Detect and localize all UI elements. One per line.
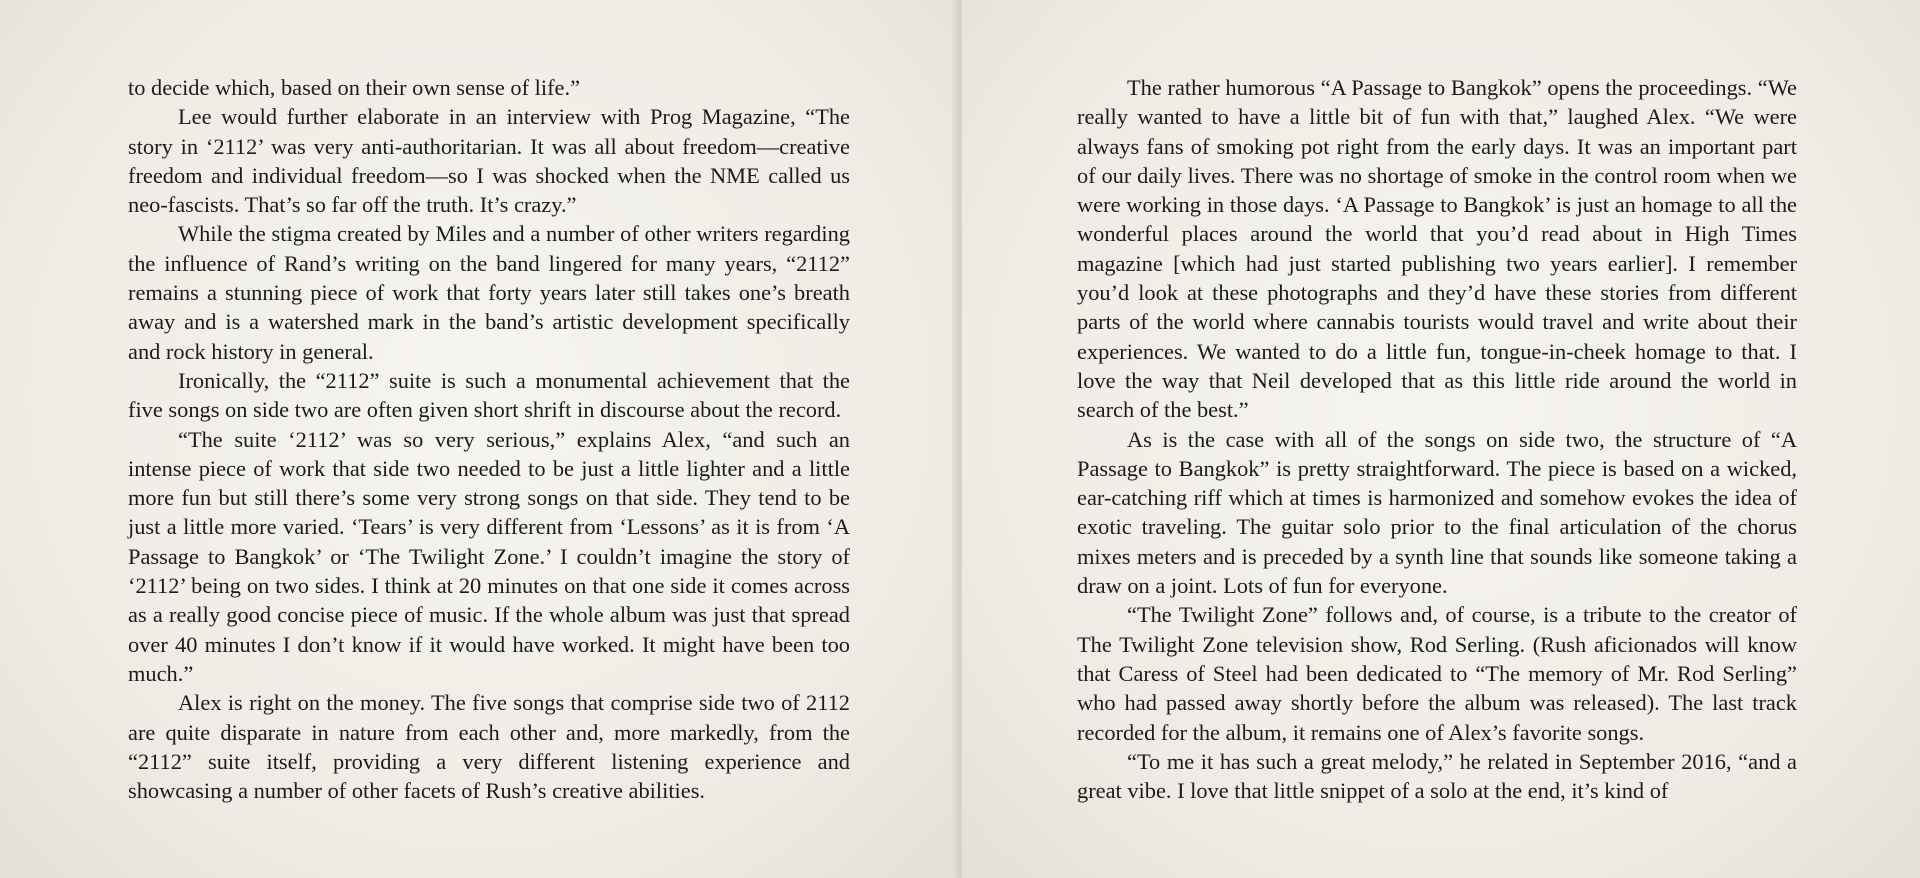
paragraph: Alex is right on the money. The five songs that comprise side two of 2112 are quite disparate in nature from each other and, more markedly, from the “2112” suite itself, providing a very different listening experience and showcasing a number of other facets of Rush’s creative abilities.: [128, 690, 850, 804]
right-page-text: [1077, 73, 1797, 805]
paragraph: “The Twilight Zone” follows and, of course, is a tribute to the creator of The Twilight Zone television show, Rod Serling. (Rush aficionados will know that Caress of Steel had been dedicated to “The memory of Mr. Rod Serling” who had passed away shortly before the album was released). The last track recorded for the album, it remains one of Alex’s favorite songs.: [1077, 602, 1797, 745]
paragraph: to decide which, based on their own sense of life.”: [128, 75, 581, 100]
right-page: [962, 0, 1920, 878]
left-page: [0, 0, 958, 878]
paragraph: While the stigma created by Miles and a number of other writers regarding the influence of Rand’s writing on the band lingered for many years, “2112” remains a stunning piece of work that forty years later still takes one’s breath away and is a watershed mark in the band’s artistic development specifically and rock history in general.: [128, 221, 850, 364]
paragraph: “To me it has such a great melody,” he related in September 2016, “and a great vibe. I love that little snippet of a solo at the end, it’s kind of: [1077, 748, 1797, 804]
paragraph: The rather humorous “A Passage to Bangkok” opens the proceedings. “We really wanted to have a little bit of fun with that,” laughed Alex. “We were always fans of smoking pot right from the early days. It was an important part of our daily lives. There was no shortage of smoke in the control room when we were working in those days. ‘A Passage to Bangkok’ is just an homage to all the wonderful places around the world that you’d read about in High Times magazine [which had just started publishing two years earlier]. I remember you’d look at these photographs and they’d have these stories from different parts of the world where cannabis tourists would travel and write about their experiences. We wanted to do a little fun, tongue-in-cheek homage to that. I love the way that Neil developed that as this little ride around the world in search of the best.”: [1077, 75, 1797, 423]
paragraph: As is the case with all of the songs on side two, the structure of “A Passage to Bangkok” is pretty straightforward. The piece is based on a wicked, ear-catching riff which at times is harmonized and somehow evokes the idea of exotic traveling. The guitar solo prior to the final articulation of the chorus mixes meters and is preceded by a synth line that sounds like someone taking a draw on a joint. Lots of fun for everyone.: [1077, 426, 1797, 599]
paragraph: “The suite ‘2112’ was so very serious,” explains Alex, “and such an intense piece of work that side two needed to be just a little lighter and a little more fun but still there’s some very strong songs on that side. They tend to be just a little more varied. ‘Tears’ is very different from ‘Lessons’ as it is from ‘A Passage to Bangkok’ or ‘The Twilight Zone.’ I couldn’t imagine the story of ‘2112’ being on two sides. I think at 20 minutes on that one side it comes across as a really good concise piece of music. If the whole album was just that spread over 40 minutes I don’t know if it would have worked. It might have been too much.”: [128, 426, 850, 686]
left-page-text: [128, 73, 850, 805]
paragraph: Ironically, the “2112” suite is such a monumental achievement that the five songs on side two are often given short shrift in discourse about the record.: [128, 367, 850, 423]
paragraph: Lee would further elaborate in an interview with Prog Magazine, “The story in ‘2112’ was very anti-authoritarian. It was all about freedom—creative freedom and individual freedom—so I was shocked when the NME called us neo-fascists. That’s so far off the truth. It’s crazy.”: [128, 104, 850, 218]
